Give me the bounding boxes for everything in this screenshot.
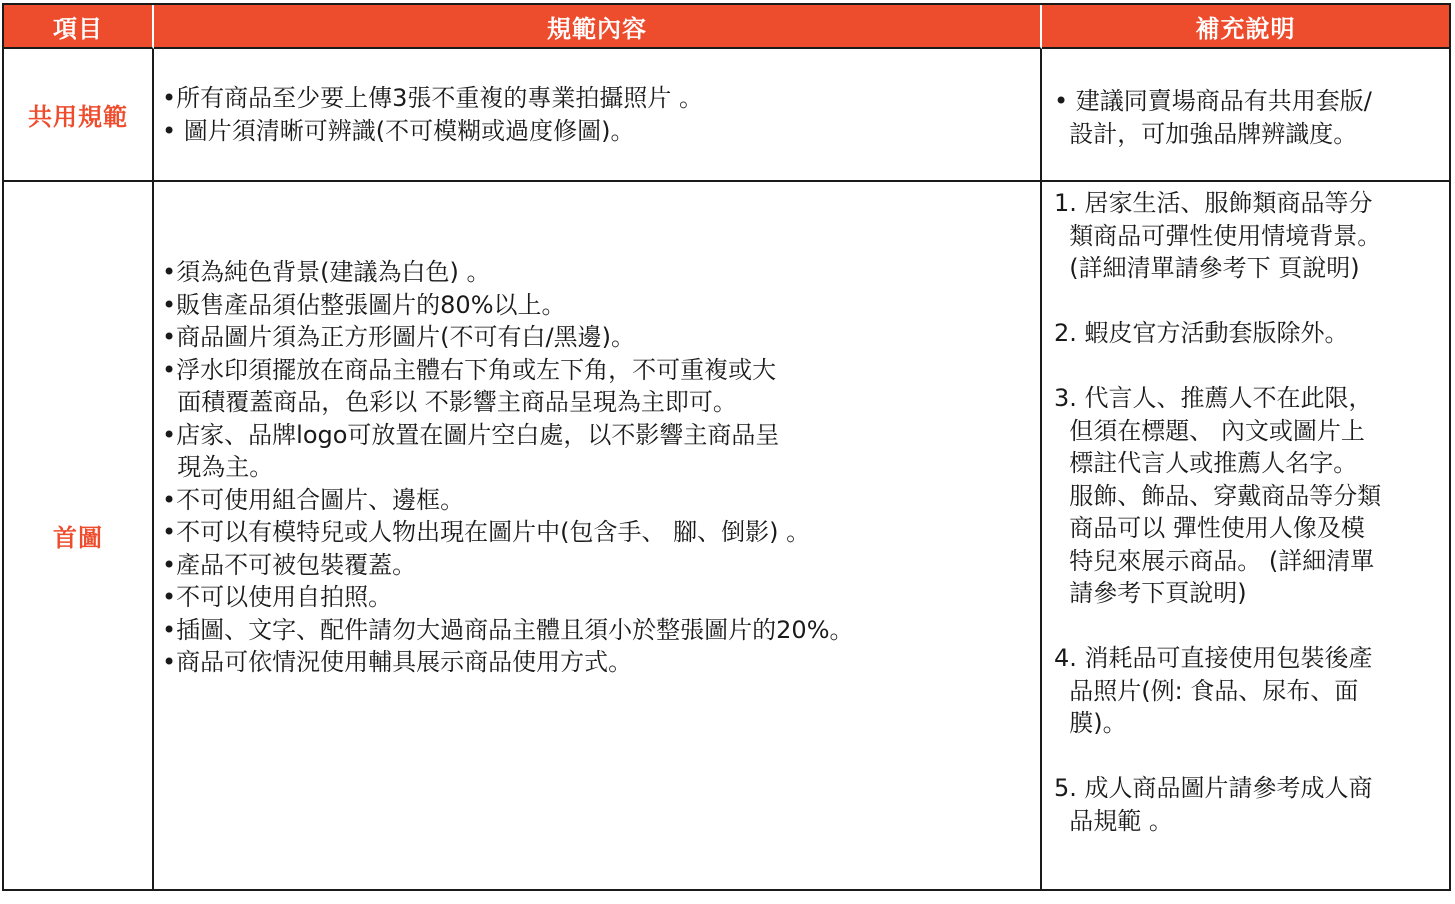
- row-label-general: 共用規範: [4, 49, 154, 182]
- row-note-general: [1042, 49, 1449, 182]
- note-line: 商品可以 彈性使用人像及模: [1054, 514, 1365, 542]
- content-line: •販售產品須佔整張圖片的80%以上。: [162, 290, 566, 319]
- note-line: 類商品可彈性使用情境背景。: [1054, 221, 1382, 250]
- content-line: •插圖、文字、配件請勿大過商品主體且須小於整張圖片的20%。: [162, 615, 854, 644]
- content-line: •不可使用組合圖片、邊框。: [162, 485, 465, 514]
- note-block-2: [1054, 317, 1443, 350]
- header-item: 項目: [4, 5, 154, 49]
- content-line: •不可以有模特兒或人物出現在圖片中(包含手、 腳、倒影) 。: [162, 518, 811, 546]
- note-line: 服飾、飾品、穿戴商品等分類: [1054, 481, 1382, 510]
- spacer: [1054, 285, 1443, 318]
- spec-table: [2, 3, 1451, 891]
- content-line: •浮水印須擺放在商品主體右下角或左下角，不可重複或大: [162, 355, 777, 384]
- row-label-main-image: 首圖: [4, 182, 154, 889]
- content-line: •產品不可被包裝覆蓋。: [162, 550, 417, 579]
- spacer: [1054, 740, 1443, 773]
- header-note: 補充說明: [1042, 5, 1449, 49]
- note-line: 特兒來展示商品。 (詳細清單: [1054, 546, 1375, 575]
- note-block-3: [1054, 382, 1443, 610]
- note-line: 品規範 。: [1054, 806, 1173, 835]
- content-line: • 圖片須清晰可辨識(不可模糊或過度修圖)。: [162, 116, 635, 145]
- note-line: (詳細清單請參考下 頁說明): [1054, 254, 1360, 282]
- spacer: [1054, 610, 1443, 643]
- note-line: 1. 居家生活、服飾類商品等分: [1054, 189, 1373, 217]
- content-line: •須為純色背景(建議為白色) 。: [162, 258, 491, 286]
- content-line: •店家、品牌logo可放置在圖片空白處，以不影響主商品呈: [162, 420, 780, 449]
- note-line: 品照片(例: 食品、尿布、面: [1054, 676, 1359, 705]
- note-block-1: [1054, 187, 1443, 285]
- note-line: • 建議同賣場商品有共用套版/: [1054, 87, 1372, 115]
- note-line: 3. 代言人、推薦人不在此限，: [1054, 384, 1373, 412]
- content-line: 現為主。: [162, 453, 274, 481]
- note-line: 但須在標題、 內文或圖片上: [1054, 416, 1365, 445]
- note-line: 4. 消耗品可直接使用包裝後產: [1054, 644, 1373, 672]
- row-content-general: [154, 49, 1042, 182]
- note-line: 設計，可加強品牌辨識度。: [1054, 119, 1358, 148]
- row-note-main-image: [1042, 182, 1449, 889]
- note-block-4: [1054, 642, 1443, 740]
- note-block-5: [1054, 772, 1443, 837]
- content-line: •商品可依情況使用輔具展示商品使用方式。: [162, 648, 633, 676]
- header-content: 規範內容: [154, 5, 1042, 49]
- content-line: •商品圖片須為正方形圖片(不可有白/黑邊)。: [162, 323, 635, 351]
- content-line: •不可以使用自拍照。: [162, 583, 393, 611]
- row-content-main-image: [154, 182, 1042, 889]
- content-line: •所有商品至少要上傳3張不重複的專業拍攝照片 。: [162, 84, 704, 112]
- note-line: 膜)。: [1054, 709, 1127, 737]
- note-line: 5. 成人商品圖片請參考成人商: [1054, 774, 1373, 802]
- note-line: 請參考下頁說明): [1054, 579, 1247, 607]
- spacer: [1054, 350, 1443, 383]
- note-line: 2. 蝦皮官方活動套版除外。: [1054, 319, 1349, 347]
- content-line: 面積覆蓋商品，色彩以 不影響主商品呈現為主即可。: [162, 388, 737, 416]
- note-line: 標註代言人或推薦人名字。: [1054, 449, 1358, 477]
